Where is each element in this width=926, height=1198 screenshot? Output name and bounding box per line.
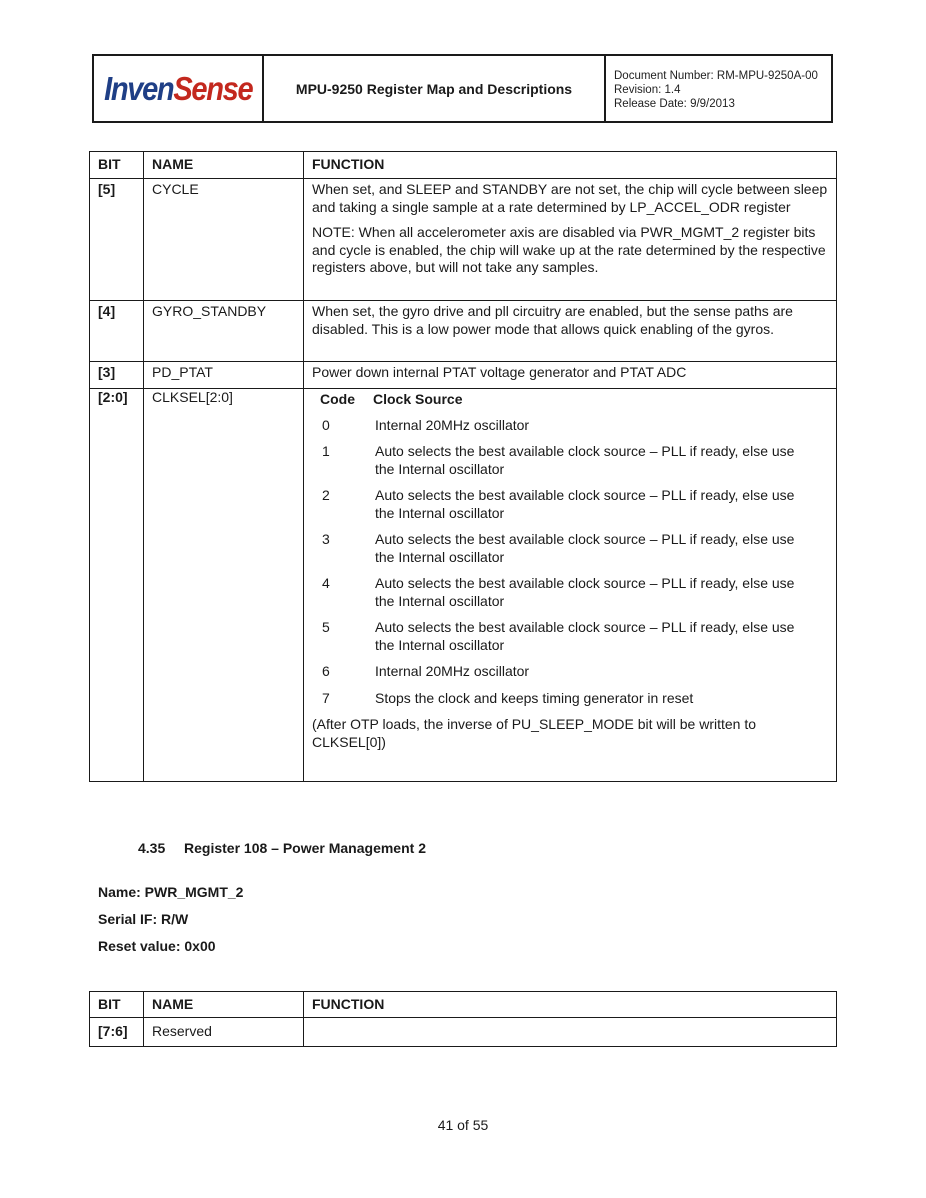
function-cell [304,362,837,389]
function-cell [304,301,837,362]
revision: Revision: 1.4 [614,84,681,96]
clock-code: 7 [322,689,330,706]
clock-source-description: Auto selects the best available clock source – PLL if ready, else use the Internal oscillator [375,531,795,565]
clock-source-row [320,531,828,566]
table-header-row [90,992,837,1018]
function-text: When set, the gyro drive and pll circuitry are enabled, but the sense paths are disabled. This is a low power mode that allows quick enabling of the gyros. [312,303,793,337]
code-header: Code [320,391,355,407]
clock-code: 6 [322,663,330,679]
clock-source-description: Auto selects the best available clock source – PLL if ready, else use the Internal oscillator [375,619,795,653]
clock-code: 1 [322,443,330,459]
section-number: 4.35 [138,840,166,856]
bit-cell: [5] [90,179,144,301]
clock-source-row [320,619,828,654]
name-cell: CYCLE [144,179,304,301]
clock-code: 4 [322,575,330,591]
clock-source-description: Stops the clock and keeps timing generator in reset [375,689,694,706]
register-serial-if: Serial IF: R/W [98,911,189,927]
clock-source-row [320,443,828,478]
table-header-row [90,152,837,179]
name-cell: PD_PTAT [144,362,304,389]
bit-cell: [3] [90,362,144,389]
logo-text [104,70,252,108]
register-table-pwr-mgmt-1 [89,151,837,782]
document-number: Document Number: RM-MPU-9250A-00 [614,70,818,82]
clock-code: 5 [322,619,330,635]
clock-source-description: Auto selects the best available clock source – PLL if ready, else use the Internal oscillator [375,487,795,521]
header-bit: BIT [90,992,144,1018]
name-cell: Reserved [144,1018,304,1047]
document-meta [606,56,831,121]
register-reset-value: Reset value: 0x00 [98,938,216,954]
clock-source-table [320,391,828,707]
register-name: Name: PWR_MGMT_2 [98,884,244,900]
clock-source-row [320,690,828,708]
section-title: Register 108 – Power Management 2 [184,840,426,856]
table-row [90,362,837,389]
function-cell [304,1018,837,1047]
clock-source-description: Auto selects the best available clock source – PLL if ready, else use the Internal oscillator [375,575,795,609]
table-row [90,1018,837,1047]
clock-table-rows [320,417,828,708]
document-title: MPU-9250 Register Map and Descriptions [264,56,606,121]
clock-code: 0 [322,416,330,433]
function-note: NOTE: When all accelerometer axis are disabled via PWR_MGMT_2 register bits and cycle is enabled, the chip will wake up at the rate determined by the respective registers above, but will not take any samples. [312,224,826,275]
function-text: Power down internal PTAT voltage generator and PTAT ADC [312,364,687,380]
name-cell: CLKSEL[2:0] [144,389,304,782]
clock-source-description: Auto selects the best available clock source – PLL if ready, else use the Internal oscillator [375,443,795,477]
header-function: FUNCTION [304,992,837,1018]
bit-cell: [7:6] [90,1018,144,1047]
section-heading [138,840,426,856]
document-header [92,54,833,123]
logo-part-inven: Inven [103,69,174,107]
table-row [90,389,837,782]
company-logo [94,56,264,121]
header-function: FUNCTION [304,152,837,179]
header-name: NAME [144,152,304,179]
bit-cell: [2:0] [90,389,144,782]
clock-code: 2 [322,487,330,503]
header-bit: BIT [90,152,144,179]
clock-source-row [320,575,828,610]
clock-source-row [320,487,828,522]
function-cell [304,389,837,782]
clock-table-header [320,391,828,409]
function-text: When set, and SLEEP and STANDBY are not set, the chip will cycle between sleep and taking a single sample at a rate determined by LP_ACCEL_ODR register [312,181,828,215]
clock-source-description: Internal 20MHz oscillator [375,416,530,433]
clock-source-row [320,417,828,435]
register-table-pwr-mgmt-2 [89,991,837,1047]
page-number: 41 of 55 [437,1117,489,1133]
clock-source-description: Internal 20MHz oscillator [375,663,530,679]
bit-cell: [4] [90,301,144,362]
table-row [90,179,837,301]
logo-part-sense: Sense [173,69,253,107]
table-row [90,301,837,362]
clksel-note: (After OTP loads, the inverse of PU_SLEEP_MODE bit will be written to CLKSEL[0]) [312,716,757,750]
name-cell: GYRO_STANDBY [144,301,304,362]
release-date: Release Date: 9/9/2013 [614,98,735,110]
clock-source-header: Clock Source [373,391,463,407]
clock-code: 3 [322,531,330,547]
function-cell [304,179,837,301]
header-name: NAME [144,992,304,1018]
clock-source-row [320,663,828,681]
